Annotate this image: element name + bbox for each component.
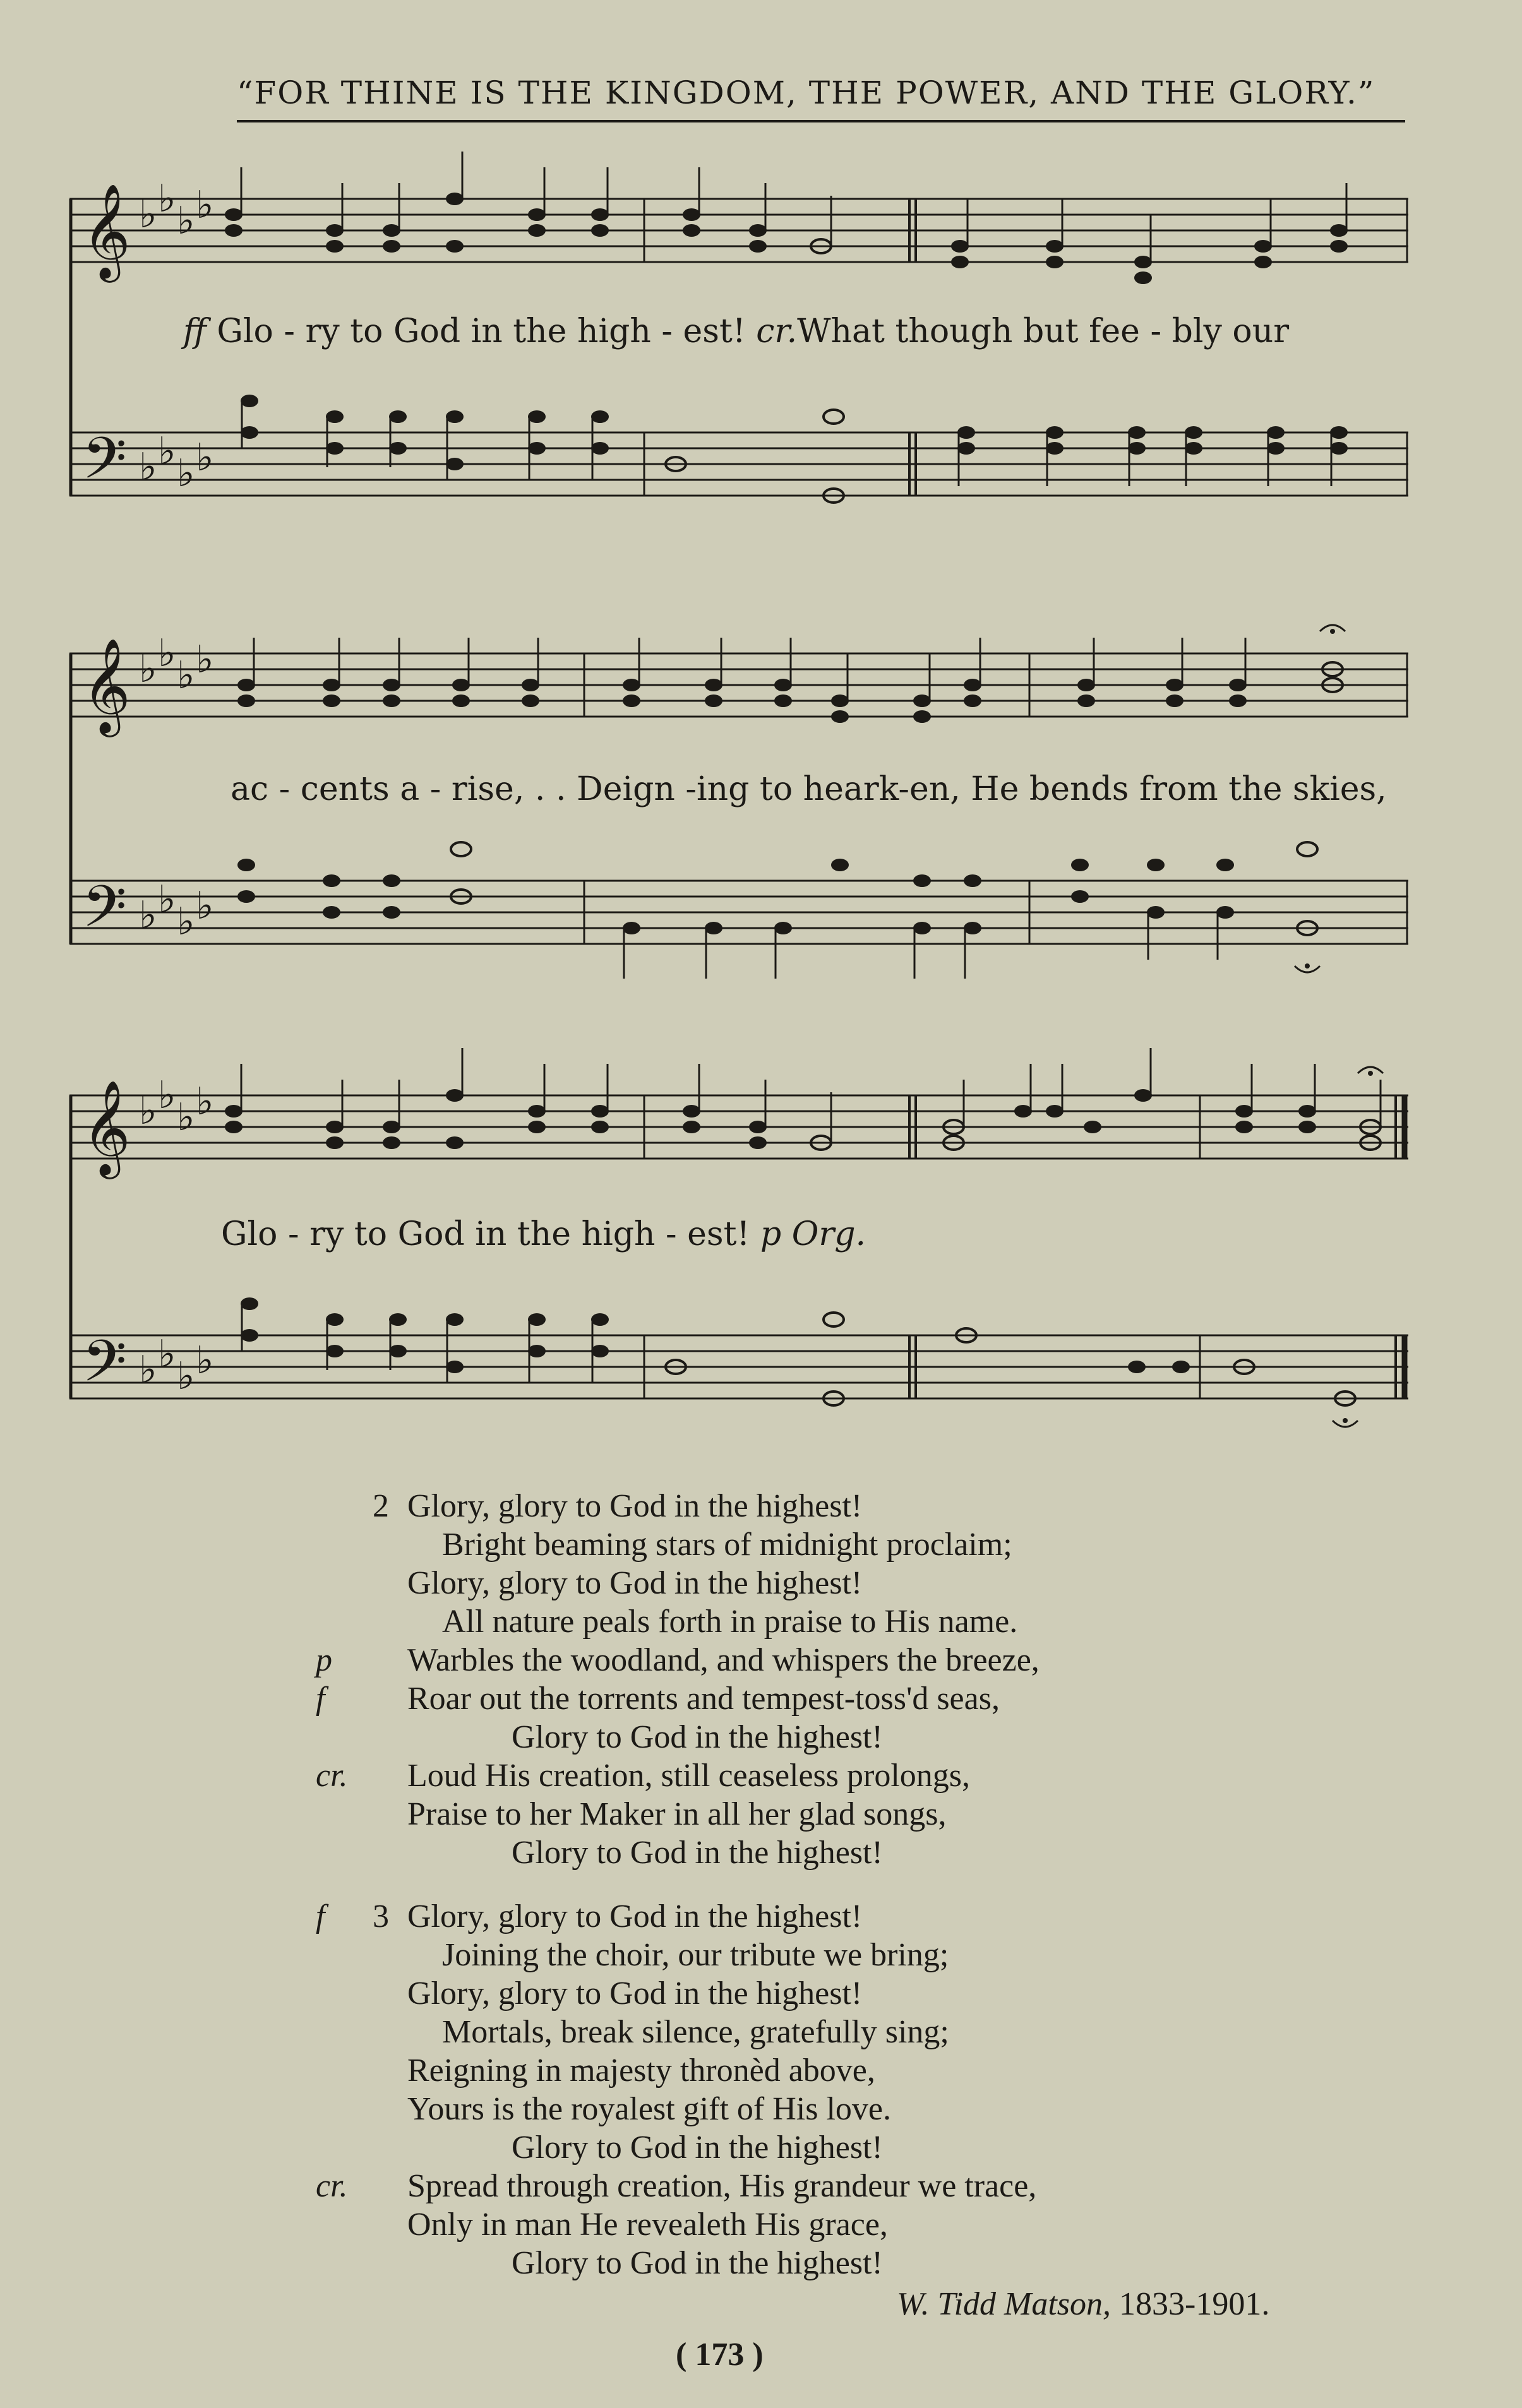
verse-line	[354, 2244, 1396, 2282]
verse-number: 2	[373, 1488, 389, 1524]
verse-2	[316, 1487, 1396, 1872]
verse-line	[354, 2205, 1396, 2244]
svg-text:♭: ♭	[196, 436, 214, 480]
verses-block	[316, 1487, 1396, 2282]
svg-text:𝄢: 𝄢	[82, 1328, 127, 1409]
verse-text: Glory to God in the highest!	[512, 1835, 883, 1871]
verse-text: Spread through creation, His grandeur we trace,	[407, 2168, 1037, 2204]
verse-text: Reigning in majesty thronèd above,	[407, 2053, 875, 2089]
svg-text:♭: ♭	[139, 193, 157, 237]
svg-text:♭: ♭	[139, 893, 157, 938]
dynamic-mark: f	[316, 1681, 325, 1717]
svg-text:♭: ♭	[158, 429, 176, 474]
dynamic-mark: f	[316, 1898, 325, 1934]
verse-line	[354, 1564, 1396, 1602]
svg-text:♭: ♭	[196, 884, 214, 928]
verse-line	[316, 1641, 1396, 1679]
verse-text: Joining the choir, our tribute we bring;	[442, 1937, 949, 1973]
svg-text:♭: ♭	[196, 1338, 214, 1383]
svg-text:♭: ♭	[177, 1095, 195, 1140]
svg-text:♭: ♭	[177, 199, 195, 243]
svg-text:♭: ♭	[139, 1348, 157, 1392]
verse-text: Bright beaming stars of midnight proclaim;	[442, 1527, 1012, 1563]
svg-text:𝄢: 𝄢	[82, 425, 127, 506]
verse-number: 3	[373, 1898, 389, 1934]
verse-line	[354, 2013, 1396, 2051]
verse-line	[354, 2128, 1396, 2167]
lyrics-line-2: ac - cents a - rise, . . Deign -ing to heark-en, He bends from the skies,	[231, 770, 1387, 808]
verse-line	[354, 1795, 1396, 1833]
lyrics-line-1	[183, 313, 1289, 350]
verse-text: Glory, glory to God in the highest!	[407, 1898, 863, 1934]
dynamic-mark: cr.	[316, 2168, 348, 2204]
author-name: W. Tidd Matson,	[897, 2286, 1112, 2322]
author-dates: 1833-1901.	[1119, 2286, 1270, 2322]
organ-marking: Org.	[791, 1215, 866, 1253]
svg-text:𝄞: 𝄞	[82, 1079, 131, 1175]
verse-text: Glory to God in the highest!	[512, 1719, 883, 1755]
verse-line	[316, 1756, 1396, 1795]
svg-text:♭: ♭	[177, 653, 195, 698]
svg-text:♭: ♭	[196, 638, 214, 682]
verse-line	[354, 1487, 1396, 1525]
svg-text:♭: ♭	[158, 177, 176, 221]
verse-text: Warbles the woodland, and whispers the breeze,	[407, 1642, 1040, 1678]
dynamic-p: p	[760, 1215, 782, 1253]
dynamic-mark: p	[316, 1642, 332, 1678]
svg-text:𝄢: 𝄢	[82, 873, 127, 954]
svg-text:♭: ♭	[158, 1073, 176, 1118]
verse-text: Glory to God in the highest!	[512, 2245, 883, 2281]
verse-text: Glory, glory to God in the highest!	[407, 1488, 863, 1524]
verse-line	[316, 1679, 1396, 1718]
svg-text:♭: ♭	[158, 878, 176, 922]
dynamic-crescendo: cr.	[756, 313, 798, 350]
verse-line	[354, 1718, 1396, 1756]
verse-3	[316, 1897, 1396, 2282]
verse-text: Roar out the torrents and tempest-toss'd seas,	[407, 1681, 1000, 1717]
verse-line	[316, 2167, 1396, 2205]
svg-text:♭: ♭	[177, 900, 195, 944]
lyrics-1a: Glo - ry to God in the high - est!	[217, 313, 746, 350]
verse-line	[354, 1936, 1396, 1974]
verse-line	[316, 1897, 1396, 1936]
svg-text:♭: ♭	[158, 1332, 176, 1376]
svg-text:♭: ♭	[196, 1080, 214, 1124]
svg-text:𝄞: 𝄞	[82, 637, 131, 733]
svg-text:♭: ♭	[196, 183, 214, 227]
page-number: ( 173 )	[676, 2337, 764, 2373]
lyrics-1b: What though but fee - bly our	[797, 313, 1290, 350]
verse-text: Yours is the royalest gift of His love.	[407, 2091, 892, 2127]
svg-text:♭: ♭	[139, 445, 157, 489]
verse-line	[354, 1602, 1396, 1641]
verse-text: All nature peals forth in praise to His name.	[442, 1604, 1018, 1640]
dynamic-ff: ff	[183, 313, 207, 350]
svg-text:♭: ♭	[177, 1354, 195, 1398]
lyrics-3: Glo - ry to God in the high - est!	[221, 1215, 750, 1253]
verse-gap	[354, 1872, 1396, 1897]
svg-text:♭: ♭	[139, 1089, 157, 1133]
header-rule	[237, 120, 1405, 122]
svg-text:♭: ♭	[158, 631, 176, 676]
verse-text: Praise to her Maker in all her glad songs,	[407, 1796, 947, 1832]
verse-text: Glory, glory to God in the highest!	[407, 1565, 863, 1601]
attribution	[897, 2286, 1269, 2323]
verse-text: Glory to God in the highest!	[512, 2130, 883, 2166]
verse-text: Only in man He revealeth His grace,	[407, 2207, 888, 2243]
svg-text:𝄞: 𝄞	[82, 182, 131, 278]
verse-line	[354, 1833, 1396, 1872]
verse-line	[354, 2090, 1396, 2128]
page-header-title: “FOR THINE IS THE KINGDOM, THE POWER, AND THE GLORY.”	[237, 75, 1375, 111]
verse-line	[354, 1974, 1396, 2013]
verse-line	[354, 1525, 1396, 1564]
svg-text:♭: ♭	[139, 647, 157, 691]
verse-line	[354, 2051, 1396, 2090]
lyrics-line-3	[221, 1215, 866, 1253]
verse-text: Mortals, break silence, gratefully sing;	[442, 2014, 949, 2050]
verse-text: Loud His creation, still ceaseless prolongs,	[407, 1758, 971, 1794]
verse-text: Glory, glory to God in the highest!	[407, 1976, 863, 2012]
svg-text:♭: ♭	[177, 451, 195, 496]
dynamic-mark: cr.	[316, 1758, 348, 1794]
